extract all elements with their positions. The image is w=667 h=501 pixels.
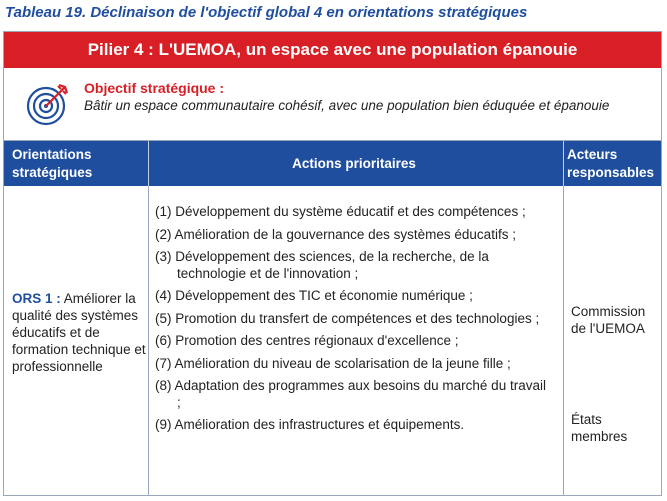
ors-cell	[12, 290, 150, 375]
action-item: (7) Amélioration du niveau de scolarisation de la jeune fille ;	[155, 355, 511, 371]
action-item: (3) Développement des sciences, de la recherche, de la technologie et de l'innovation ;	[155, 249, 489, 281]
header-actors: Acteurs responsables	[567, 146, 655, 180]
ors-code: ORS 1 :	[12, 291, 61, 306]
table-header	[4, 141, 661, 186]
action-item: (6) Promotion des centres régionaux d'excellence ;	[155, 333, 459, 348]
strategy-table	[3, 31, 662, 496]
objective-title: Objectif stratégique :	[84, 80, 225, 96]
target-icon	[24, 80, 72, 128]
pillar-banner: Pilier 4 : L'UEMOA, un espace avec une population épanouie	[4, 32, 661, 68]
actor-member-states: États membres	[571, 412, 628, 444]
header-actions: Actions prioritaires	[292, 155, 416, 171]
column-divider	[563, 186, 564, 496]
actor-commission: Commission de l'UEMOA	[571, 304, 646, 336]
action-item: (1) Développement du système éducatif et des compétences ;	[155, 204, 526, 219]
ors-text: Améliorer la qualité des systèmes éducatifs et de formation technique et professionnelle	[12, 291, 146, 374]
objective-text: Bâtir un espace communautaire cohésif, avec une population bien éduquée et épanouie	[84, 98, 610, 113]
action-item: (5) Promotion du transfert de compétences et des technologies ;	[155, 310, 540, 326]
table-row	[4, 186, 661, 496]
action-item: (9) Amélioration des infrastructures et équipements.	[155, 417, 465, 432]
action-item: (8) Adaptation des programmes aux besoins du marché du travail ;	[155, 378, 546, 410]
header-divider	[563, 141, 564, 186]
action-item: (4) Développement des TIC et économie numérique ;	[155, 288, 473, 303]
objective-section	[4, 68, 661, 141]
action-item: (2) Amélioration de la gouvernance des systèmes éducatifs ;	[155, 226, 516, 242]
header-orientations: Orientations stratégiques	[12, 146, 93, 180]
actions-list	[155, 204, 550, 440]
table-caption: Tableau 19. Déclinaison de l'objectif global 4 en orientations stratégiques	[5, 4, 528, 21]
